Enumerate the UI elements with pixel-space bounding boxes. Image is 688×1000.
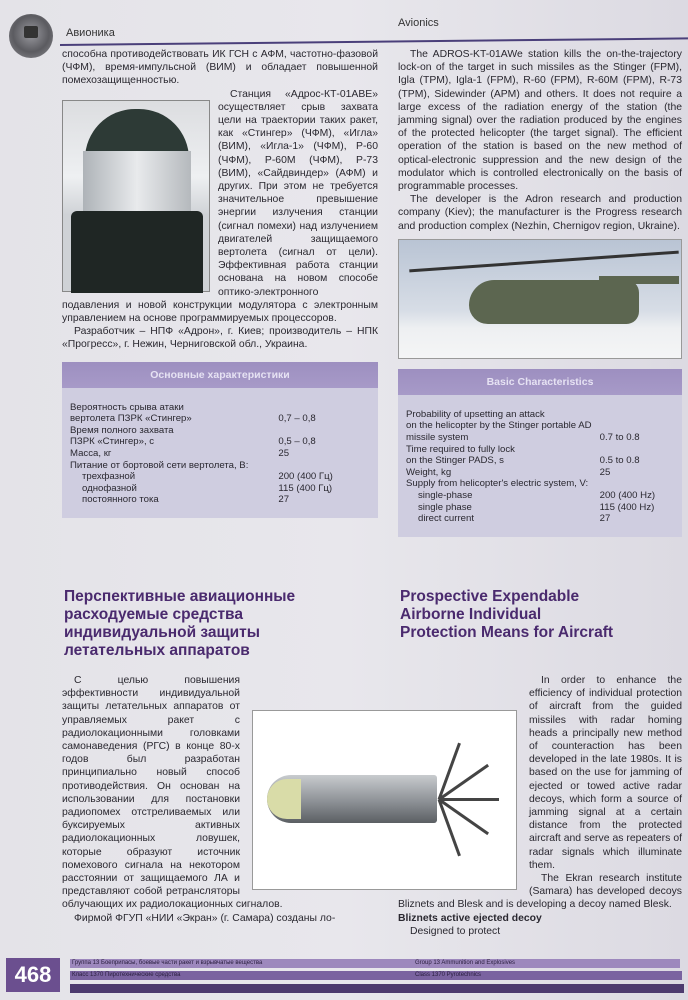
table-title: Основные характеристики xyxy=(62,362,378,388)
table-row xyxy=(70,494,333,506)
row-value xyxy=(592,478,655,490)
row-value: 115 (400 Hz) xyxy=(599,501,655,513)
jammer-station-photo xyxy=(62,100,210,292)
footer-group-ru: Группа 13 Боеприпасы, боевые части ракет и взрывчатые вещества xyxy=(72,960,263,966)
footer-class-bar xyxy=(70,971,682,980)
table-row xyxy=(70,402,333,414)
paragraph: Designed to protect xyxy=(410,925,501,937)
en-top-text xyxy=(398,48,682,233)
paragraph: способна противодействовать ИК ГСН с АФМ, частотно-фазовой (ЧФМ), время-импульсной (ВИМ) и обладает повышенной помехозащищенностью. xyxy=(62,49,378,87)
page-grid xyxy=(62,48,682,938)
row-value: 27 xyxy=(599,513,611,525)
ru-top-section xyxy=(62,48,378,588)
row-label: on the Stinger PADS, s xyxy=(406,455,504,467)
characteristics-table-ru xyxy=(62,362,378,518)
row-label: missile system xyxy=(406,432,469,444)
subheading: Bliznets active ejected decoy xyxy=(398,912,542,924)
paragraph: Фирмой ФГУП «НИИ «Экран» (г. Самара) созданы ло- xyxy=(74,912,336,924)
table-row xyxy=(406,409,655,421)
paragraph: С целью повышения эффективности индивидуальной защиты летательных аппаратов от управляемых ракет с радиолокационными головками самонаведения (РГС) в конце 80-х годов был разработан принципиально новый способ противодействия. Он основан на использовании для постановки радиопомех отстреливаемых или буксируемых активных радиолокационных ловушек, которые образуют источник помехового сигнала на некотором расстоянии от защищаемого ЛА и представляют собой ретрансляторы облучающих их радиолокационных сигналов. xyxy=(62,675,283,911)
row-label: Время полного захвата xyxy=(70,424,174,436)
table-row xyxy=(70,436,333,448)
row-value: 115 (400 Гц) xyxy=(278,482,333,494)
row-value: 0.7 to 0.8 xyxy=(599,432,640,444)
section-header-ru: Авионика xyxy=(66,27,115,39)
row-value: 200 (400 Гц) xyxy=(278,471,333,483)
footer-group-bar xyxy=(70,959,680,968)
characteristics-table-en xyxy=(398,369,682,537)
paragraph: In order to enhance the efficiency of individual protection of aircraft from the guided missiles with radar homing heads a principally new method of counteraction has been developed in the late 1980s. It is based on the use for jamming of ejected or towed active radar decoys, which form a source of jamming signal at a certain distance from the protected aircraft and serve as repeaters of radar signals which illuminate them. xyxy=(529,675,682,871)
table-row xyxy=(406,455,655,467)
header-rule xyxy=(60,37,688,46)
row-value xyxy=(248,460,332,472)
row-label: Питание от бортовой сети вертолета, В: xyxy=(70,459,249,471)
table-row xyxy=(406,502,655,514)
paragraph: The Ekran research institute (Samara) has developed decoys Bliznets and Blesk and is developing a decoy named Blesk. xyxy=(398,873,682,911)
row-label: Вероятность срыва атаки xyxy=(70,401,184,413)
row-value: 0.5 to 0.8 xyxy=(599,455,640,467)
table-title: Basic Characteristics xyxy=(398,369,682,395)
table-row xyxy=(70,483,333,495)
table-row xyxy=(70,471,333,483)
row-label: постоянного тока xyxy=(82,494,159,506)
table-row xyxy=(70,413,333,425)
row-value xyxy=(248,402,332,414)
row-value xyxy=(592,409,655,421)
table-row xyxy=(406,444,655,456)
table-row xyxy=(406,490,655,502)
table-row xyxy=(406,432,655,444)
row-label: Weight, kg xyxy=(406,466,452,478)
row-label: Supply from helicopter's electric system, V: xyxy=(406,478,589,490)
table-row xyxy=(406,478,655,490)
footer-class-en: Class 1370 Pyrotechnics xyxy=(415,972,482,978)
article-title-en: Prospective Expendable Airborne Individual Protection Means for Aircraft xyxy=(400,588,614,641)
row-label: Time required to fully lock xyxy=(406,443,515,455)
row-value xyxy=(248,425,332,437)
decoy-missile-image xyxy=(252,710,517,890)
row-value: 27 xyxy=(278,494,290,506)
en-top-section xyxy=(398,48,682,588)
table-row xyxy=(406,513,655,525)
footer-group-en: Group 13 Ammunition and Explosives xyxy=(415,960,516,966)
row-label: трехфазной xyxy=(82,471,136,483)
row-label: on the helicopter by the Stinger portable AD xyxy=(406,420,592,432)
row-label: direct current xyxy=(418,513,474,525)
row-label: вертолета ПЗРК «Стингер» xyxy=(70,413,192,425)
row-value xyxy=(592,420,655,432)
paragraph: The ADROS-KT-01AWe station kills the on-the-trajectory lock-on of the target in such missiles as the Stinger (FPM), Igla (TPM), Igla-1 (FPM), R-60 (FPM), R-60M (FPM), R-73 (TPM), Sidewinder (APM) and others. It does not require a large excess of the radiation energy of the station (the jamming signal) over the radiation produced by the engines of the protected helicopter (the target signal). The efficient operation of the station is based on the new method of optical-electronic suppression and the new design of the modulator which is controlled electronically on the basis of programmable processes. xyxy=(398,49,682,193)
row-value: 0,5 – 0,8 xyxy=(278,436,316,448)
paragraph: Станция «Адрос-КТ-01АВЕ» осуществляет срыв захвата цели на траектории таких ракет, как «Стингер» (ЧФМ), «Игла» (ВИМ), «Игла-1» (ЧФМ), Р-60 (ЧФМ), Р-60М (ЧФМ), Р-73 (ВИМ), «Сайдвиндер» (АФМ) и других. При этом не требуется значительное превышение энергии излучения станции (сигнал помехи) над излучением двигателей защищаемого вертолета (сигнал от цели). Эффективная работа станции основана на новом способе оптико-электронного подавления и новой конструкции модулятора с электронным управлением на основе программируемых процессоров. xyxy=(62,88,378,325)
row-label: ПЗРК «Стингер», с xyxy=(70,436,155,448)
paragraph: The developer is the Adron research and production company (Kiev); the manufacturer is the Progress research and production complex (Nezhin, Chernigov region, Ukraine). xyxy=(398,194,682,232)
paragraph: Разработчик – НПФ «Адрон», г. Киев; производитель – НПК «Прогресс», г. Нежин, Черниговской обл., Украина. xyxy=(62,326,378,351)
row-value: 25 xyxy=(599,466,611,478)
row-label: однофазной xyxy=(82,482,137,494)
row-value: 200 (400 Hz) xyxy=(599,490,656,501)
table-row xyxy=(70,448,333,460)
row-value: 25 xyxy=(278,448,290,460)
table-row xyxy=(70,425,333,437)
row-value xyxy=(592,444,655,456)
section-logo xyxy=(9,14,53,58)
table-row xyxy=(406,420,655,432)
table-row xyxy=(406,467,655,479)
row-value: 0,7 – 0,8 xyxy=(278,413,316,425)
footer-class-ru: Класс 1370 Пиротехнические средства xyxy=(72,972,181,978)
section-header-en: Avionics xyxy=(398,17,439,29)
ru-top-text xyxy=(62,48,378,352)
table-row xyxy=(70,460,333,472)
row-label: single phase xyxy=(418,501,472,513)
page-number: 468 xyxy=(6,958,60,992)
row-label: single-phase xyxy=(418,490,473,501)
helicopter-photo xyxy=(398,239,682,359)
row-label: Probability of upsetting an attack xyxy=(406,408,545,420)
footer-stripe xyxy=(70,984,684,993)
row-label: Масса, кг xyxy=(70,448,112,460)
article-title-ru: Перспективные авиационные расходуемые средства индивидуальной защиты летательных аппаратов xyxy=(64,588,296,659)
